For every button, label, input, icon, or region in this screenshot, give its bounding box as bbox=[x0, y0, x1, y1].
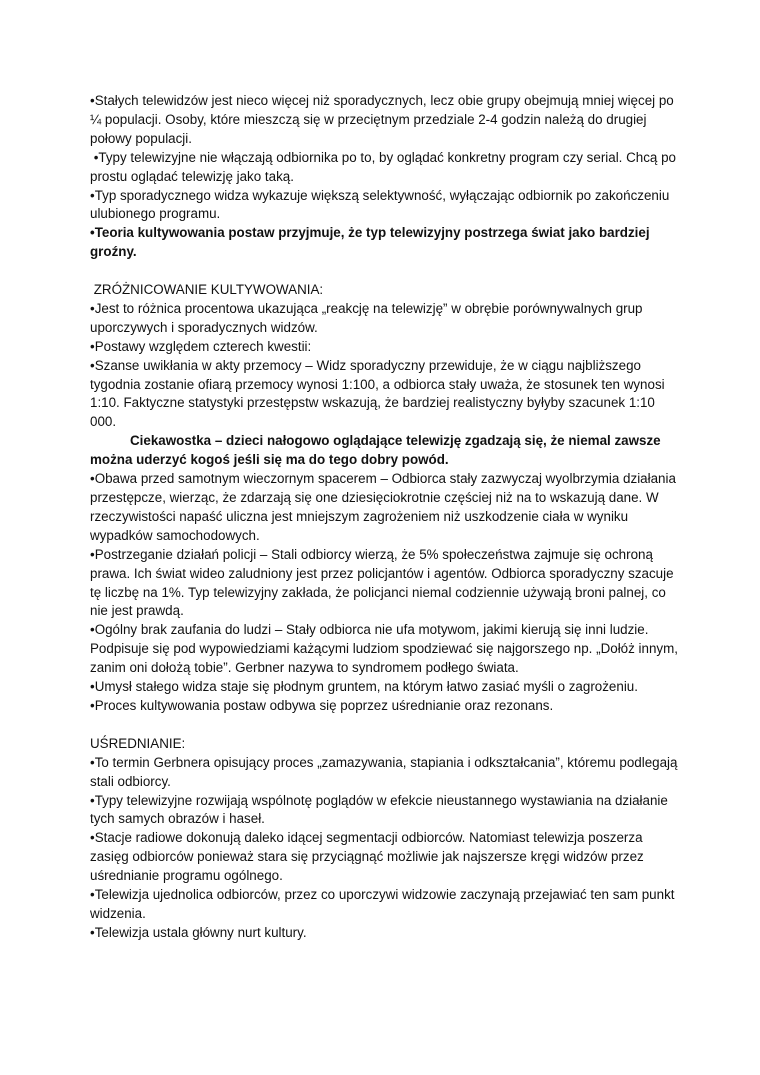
paragraph-cultivation-process: •Proces kultywowania postaw odbywa się poprzez uśrednianie oraz rezonans. bbox=[90, 697, 554, 713]
paragraph-fun-fact: Ciekawostka – dzieci nałogowo oglądające telewizję zgadzają się, że niemal zawsze można uderzyć kogoś jeśli się ma do tego dobry powód. bbox=[90, 433, 665, 468]
paragraph-walk-fear: •Obawa przed samotnym wieczornym spacerem – Odbiorca stały zazwyczaj wyolbrzymia działania przestępcze, wierząc, że zdarzają się one dziesięciokrotnie częściej niż na to wskazują dane. W rzeczywistości napaść uliczna jest mniejszym zagrożeniem niż uszkodzenie ciała w wyniku wypadków samochodowych. bbox=[90, 471, 680, 543]
spacer bbox=[90, 716, 680, 735]
paragraph-gerbner-term: •To termin Gerbnera opisujący proces „zamazywania, stapiania i odkształcania”, któremu podlegają stali odbiorcy. bbox=[90, 754, 682, 789]
paragraph-four-issues: •Postawy względem czterech kwestii: bbox=[90, 338, 312, 354]
document-page bbox=[90, 92, 680, 943]
section-heading-differentiation: ZRÓŻNICOWANIE KULTYWOWANIA: bbox=[90, 282, 324, 298]
section-mainstreaming bbox=[90, 735, 680, 943]
paragraph-mainstream: •Telewizja ustala główny nurt kultury. bbox=[90, 924, 307, 940]
paragraph-tv-types: •Typy telewizyjne nie włączają odbiornika po to, by oglądać konkretny program czy serial. Chcą po prostu oglądać telewizję jako taką. bbox=[90, 149, 680, 184]
paragraph-homogenization: •Telewizja ujednolica odbiorców, przez co uporczywi widzowie zaczynają przejawiać ten sam punkt widzenia. bbox=[90, 887, 679, 921]
section-differentiation bbox=[90, 281, 680, 716]
paragraph-fertile-ground: •Umysł stałego widza staje się płodnym gruntem, na którym łatwo zasiać myśli o zagrożeniu. bbox=[90, 679, 638, 695]
spacer bbox=[90, 262, 680, 281]
section-intro bbox=[90, 92, 680, 262]
paragraph-violence-odds: •Szanse uwikłania w akty przemocy – Widz sporadyczny przewiduje, że w ciągu najbliższego tygodnia zostanie ofiarą przemocy wynosi 1:100, a odbiorca stały uważa, że stosunek ten wynosi 1:10. Faktyczne statystyki przestępstw wskazują, że bardziej realistyczny byłyby szacunek 1:10 000. bbox=[90, 357, 669, 430]
paragraph-percent-difference: •Jest to różnica procentowa ukazująca „reakcję na telewizję” w obrębie porównywalnych grup uporczywych i sporadycznych widzów. bbox=[90, 300, 647, 335]
paragraph-cultivation-theory: •Teoria kultywowania postaw przyjmuje, że typ telewizyjny postrzega świat jako bardziej groźny. bbox=[90, 225, 654, 260]
paragraph-shared-views: •Typy telewizyjne rozwijają wspólnotę poglądów w efekcie nieustannego wystawiania na działanie tych samych obrazów i haseł. bbox=[90, 792, 672, 827]
paragraph-police-perception: •Postrzeganie działań policji – Stali odbiorcy wierzą, że 5% społeczeństwa zajmuje się ochroną prawa. Ich świat wideo zaludniony jest przez policjantów i agentów. Odbiorca sporadyczny szacuje tę liczbę na 1%. Typ telewizyjny zakłada, że policjanci niemal codziennie używają broni palnej, co nie jest prawdą. bbox=[90, 546, 678, 619]
paragraph-segmentation: •Stacje radiowe dokonują daleko idącej segmentacji odbiorców. Natomiast telewizja poszerza zasięg odbiorców ponieważ stara się przyciągnąć możliwie jak najszersze kręgi widzów przez uśrednianie programu ogólnego. bbox=[90, 830, 648, 884]
section-heading-mainstreaming: UŚREDNIANIE: bbox=[90, 735, 186, 751]
paragraph-sporadic-viewer: •Typ sporadycznego widza wykazuje większą selektywność, wyłączając odbiornik po zakończeniu ulubionego programu. bbox=[90, 187, 674, 222]
paragraph-mistrust: •Ogólny brak zaufania do ludzi – Stały odbiorca nie ufa motywom, jakimi kierują się inni ludzie. Podpisuje się pod wypowiedziami każącymi ludziom spodziewać się najgorszego np. „Dołóż innym, zanim oni dołożą tobie”. Gerbner nazywa to syndromem podłego świata. bbox=[90, 622, 682, 676]
paragraph-viewer-groups: •Stałych telewidzów jest nieco więcej niż sporadycznych, lecz obie grupy obejmują mniej więcej po ¼ populacji. Osoby, które mieszczą się w przeciętnym przedziale 2-4 godzin należą do drugiej połowy populacji. bbox=[90, 93, 678, 146]
